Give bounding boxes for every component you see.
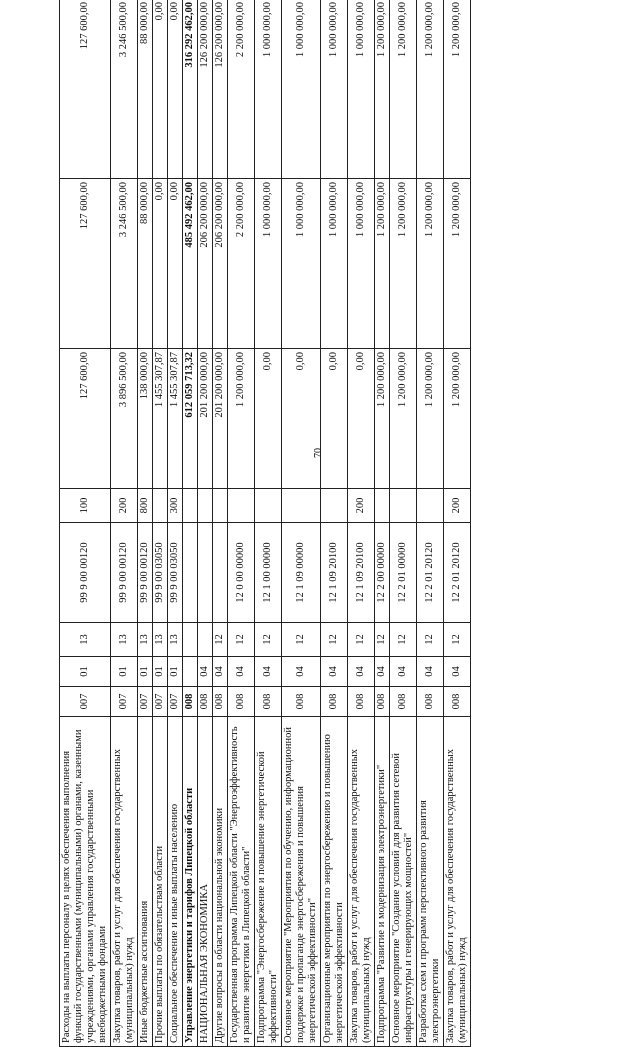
- subsection-code: 13: [60, 623, 111, 657]
- amount-year-3: 316 292 462,00: [183, 0, 198, 179]
- page-number: 70: [313, 448, 324, 458]
- target-article-code: 12 1 09 00000: [282, 523, 321, 623]
- amount-year-2: 1 200 000,00: [444, 179, 471, 349]
- amount-year-3: 1 200 000,00: [417, 0, 444, 179]
- amount-year-3: 0,00: [153, 0, 168, 179]
- table-row: [168, 0, 183, 1047]
- amount-year-1: 138 000,00: [138, 349, 153, 489]
- section-code: 04: [321, 657, 348, 687]
- row-name: Организационные мероприятия по энергосбережению и повышению энергетической эффективности: [321, 717, 348, 1047]
- expense-type-code: [321, 489, 348, 523]
- amount-year-1: 1 200 000,00: [375, 349, 390, 489]
- expense-type-code: [282, 489, 321, 523]
- amount-year-1: 1 455 307,87: [153, 349, 168, 489]
- admin-code: 007: [168, 687, 183, 717]
- row-name: Социальное обеспечение и иные выплаты населению: [168, 717, 183, 1047]
- target-article-code: 99 9 00 00120: [138, 523, 153, 623]
- admin-code: 008: [417, 687, 444, 717]
- section-code: 04: [228, 657, 255, 687]
- section-code: 04: [213, 657, 228, 687]
- amount-year-2: 485 492 462,00: [183, 179, 198, 349]
- target-article-code: 99 9 00 03050: [153, 523, 168, 623]
- table-row: [60, 0, 111, 1047]
- amount-year-1: 0,00: [282, 349, 321, 489]
- section-code: [183, 657, 198, 687]
- amount-year-3: 1 000 000,00: [321, 0, 348, 179]
- amount-year-3: 2 200 000,00: [228, 0, 255, 179]
- section-code: 04: [444, 657, 471, 687]
- expense-type-code: [183, 489, 198, 523]
- subsection-code: 12: [213, 623, 228, 657]
- target-article-code: 12 2 01 20120: [444, 523, 471, 623]
- amount-year-2: 127 600,00: [60, 179, 111, 349]
- table-row: [444, 0, 471, 1047]
- row-name: Закупка товаров, работ и услуг для обеспечения государственных (муниципальных) нужд: [348, 717, 375, 1047]
- amount-year-1: 1 200 000,00: [417, 349, 444, 489]
- section-code: 04: [282, 657, 321, 687]
- admin-code: 008: [321, 687, 348, 717]
- amount-year-2: 88 000,00: [138, 179, 153, 349]
- amount-year-2: 0,00: [153, 179, 168, 349]
- subsection-code: 12: [348, 623, 375, 657]
- amount-year-3: 1 200 000,00: [390, 0, 417, 179]
- budget-table: [59, 0, 471, 1047]
- amount-year-1: 1 200 000,00: [444, 349, 471, 489]
- section-code: 01: [153, 657, 168, 687]
- row-name: Другие вопросы в области национальной экономики: [213, 717, 228, 1047]
- amount-year-1: 0,00: [321, 349, 348, 489]
- amount-year-3: 3 246 500,00: [111, 0, 138, 179]
- target-article-code: 12 1 00 00000: [255, 523, 282, 623]
- section-code: 04: [198, 657, 213, 687]
- subsection-code: 13: [168, 623, 183, 657]
- amount-year-1: 201 200 000,00: [213, 349, 228, 489]
- row-name: Основное мероприятие "Создание условий для развития сетевой инфраструктуры и генерирующих мощностей": [390, 717, 417, 1047]
- table-row: [213, 0, 228, 1047]
- amount-year-3: 1 000 000,00: [255, 0, 282, 179]
- amount-year-2: 3 246 500,00: [111, 179, 138, 349]
- target-article-code: 12 0 00 00000: [228, 523, 255, 623]
- table-body: [60, 0, 471, 1047]
- table-row: [111, 0, 138, 1047]
- expense-type-code: [417, 489, 444, 523]
- subsection-code: 12: [375, 623, 390, 657]
- admin-code: 007: [138, 687, 153, 717]
- amount-year-1: 1 200 000,00: [390, 349, 417, 489]
- target-article-code: [183, 523, 198, 623]
- expense-type-code: 100: [60, 489, 111, 523]
- row-name: Подпрограмма "Развитие и модернизация электроэнергетики": [375, 717, 390, 1047]
- expense-type-code: [228, 489, 255, 523]
- subsection-code: 13: [111, 623, 138, 657]
- admin-code: 008: [213, 687, 228, 717]
- amount-year-3: 126 200 000,00: [213, 0, 228, 179]
- admin-code: 008: [348, 687, 375, 717]
- section-code: 01: [168, 657, 183, 687]
- subsection-code: 12: [282, 623, 321, 657]
- amount-year-2: 1 000 000,00: [321, 179, 348, 349]
- amount-year-1: 0,00: [348, 349, 375, 489]
- expense-type-code: 200: [348, 489, 375, 523]
- admin-code: 008: [375, 687, 390, 717]
- expense-type-code: [255, 489, 282, 523]
- amount-year-1: 127 600,00: [60, 349, 111, 489]
- amount-year-1: 3 896 500,00: [111, 349, 138, 489]
- target-article-code: [213, 523, 228, 623]
- table-row: [255, 0, 282, 1047]
- table-row: [228, 0, 255, 1047]
- subsection-code: 12: [417, 623, 444, 657]
- expense-type-code: 200: [111, 489, 138, 523]
- section-code: 04: [390, 657, 417, 687]
- target-article-code: 99 9 00 03050: [168, 523, 183, 623]
- amount-year-2: 206 200 000,00: [198, 179, 213, 349]
- row-name: Закупка товаров, работ и услуг для обеспечения государственных (муниципальных) нужд: [444, 717, 471, 1047]
- amount-year-3: 126 200 000,00: [198, 0, 213, 179]
- amount-year-3: 1 200 000,00: [444, 0, 471, 179]
- amount-year-3: 127 600,00: [60, 0, 111, 179]
- row-name: НАЦИОНАЛЬНАЯ ЭКОНОМИКА: [198, 717, 213, 1047]
- amount-year-1: 1 455 307,87: [168, 349, 183, 489]
- table-row: [390, 0, 417, 1047]
- amount-year-1: 201 200 000,00: [198, 349, 213, 489]
- expense-type-code: [375, 489, 390, 523]
- admin-code: 008: [255, 687, 282, 717]
- amount-year-2: 206 200 000,00: [213, 179, 228, 349]
- table-row: [321, 0, 348, 1047]
- section-code: 01: [111, 657, 138, 687]
- amount-year-3: 1 000 000,00: [348, 0, 375, 179]
- expense-type-code: 200: [444, 489, 471, 523]
- table-row: [348, 0, 375, 1047]
- amount-year-2: 1 000 000,00: [255, 179, 282, 349]
- amount-year-2: 1 200 000,00: [390, 179, 417, 349]
- table-row: [198, 0, 213, 1047]
- target-article-code: 12 2 00 00000: [375, 523, 390, 623]
- amount-year-2: 1 000 000,00: [348, 179, 375, 349]
- section-code: 04: [348, 657, 375, 687]
- table-row: [375, 0, 390, 1047]
- amount-year-1: 1 200 000,00: [228, 349, 255, 489]
- table-row: [282, 0, 321, 1047]
- subsection-code: 12: [444, 623, 471, 657]
- subsection-code: 12: [321, 623, 348, 657]
- admin-code: 007: [111, 687, 138, 717]
- amount-year-3: 1 200 000,00: [375, 0, 390, 179]
- subsection-code: 13: [138, 623, 153, 657]
- table-row: [138, 0, 153, 1047]
- section-code: 04: [417, 657, 444, 687]
- subsection-code: [183, 623, 198, 657]
- table-row: [183, 0, 198, 1047]
- subsection-code: 13: [153, 623, 168, 657]
- admin-code: 008: [198, 687, 213, 717]
- row-name: Закупка товаров, работ и услуг для обеспечения государственных (муниципальных) нужд: [111, 717, 138, 1047]
- target-article-code: 12 2 01 00000: [390, 523, 417, 623]
- expense-type-code: [198, 489, 213, 523]
- row-name: Разработка схем и программ перспективного развития электроэнергетики: [417, 717, 444, 1047]
- subsection-code: 12: [255, 623, 282, 657]
- row-name: Основное мероприятие "Мероприятия по обучению, информационной поддержке и пропаганде энергосбережения и повышения энергетической эффективности": [282, 717, 321, 1047]
- row-name: Государственная программа Липецкой области "Энергоэффективность и развитие энергетики в Липецкой области": [228, 717, 255, 1047]
- target-article-code: [198, 523, 213, 623]
- section-code: 04: [375, 657, 390, 687]
- table-row: [417, 0, 444, 1047]
- rotated-table-container: [59, 0, 581, 1047]
- admin-code: 008: [282, 687, 321, 717]
- amount-year-3: 0,00: [168, 0, 183, 179]
- expense-type-code: 800: [138, 489, 153, 523]
- subsection-code: 12: [390, 623, 417, 657]
- target-article-code: 12 2 01 20120: [417, 523, 444, 623]
- admin-code: 007: [153, 687, 168, 717]
- subsection-code: [198, 623, 213, 657]
- amount-year-1: 612 059 713,32: [183, 349, 198, 489]
- amount-year-2: 1 200 000,00: [375, 179, 390, 349]
- amount-year-3: 88 000,00: [138, 0, 153, 179]
- admin-code: 008: [444, 687, 471, 717]
- expense-type-code: [153, 489, 168, 523]
- row-name: Расходы на выплаты персоналу в целях обеспечения выполнения функций государственными (муниципальными) органами, казенными учреждениями, органами управления государственными внебюджетными фондами: [60, 717, 111, 1047]
- section-code: 04: [255, 657, 282, 687]
- amount-year-2: 1 200 000,00: [417, 179, 444, 349]
- section-code: 01: [138, 657, 153, 687]
- target-article-code: 99 9 00 00120: [60, 523, 111, 623]
- row-name: Иные бюджетные ассигнования: [138, 717, 153, 1047]
- row-name: Управление энергетики и тарифов Липецкой области: [183, 717, 198, 1047]
- section-code: 01: [60, 657, 111, 687]
- row-name: Подпрограмма "Энергосбережение и повышение энергетической эффективности": [255, 717, 282, 1047]
- admin-code: 008: [390, 687, 417, 717]
- amount-year-2: 2 200 000,00: [228, 179, 255, 349]
- row-name: Прочие выплаты по обязательствам области: [153, 717, 168, 1047]
- admin-code: 008: [228, 687, 255, 717]
- expense-type-code: [213, 489, 228, 523]
- table-row: [153, 0, 168, 1047]
- target-article-code: 99 9 00 00120: [111, 523, 138, 623]
- target-article-code: 12 1 09 20100: [348, 523, 375, 623]
- expense-type-code: 300: [168, 489, 183, 523]
- amount-year-2: 1 000 000,00: [282, 179, 321, 349]
- target-article-code: 12 1 09 20100: [321, 523, 348, 623]
- amount-year-3: 1 000 000,00: [282, 0, 321, 179]
- admin-code: 007: [60, 687, 111, 717]
- amount-year-2: 0,00: [168, 179, 183, 349]
- subsection-code: 12: [228, 623, 255, 657]
- admin-code: 008: [183, 687, 198, 717]
- amount-year-1: 0,00: [255, 349, 282, 489]
- expense-type-code: [390, 489, 417, 523]
